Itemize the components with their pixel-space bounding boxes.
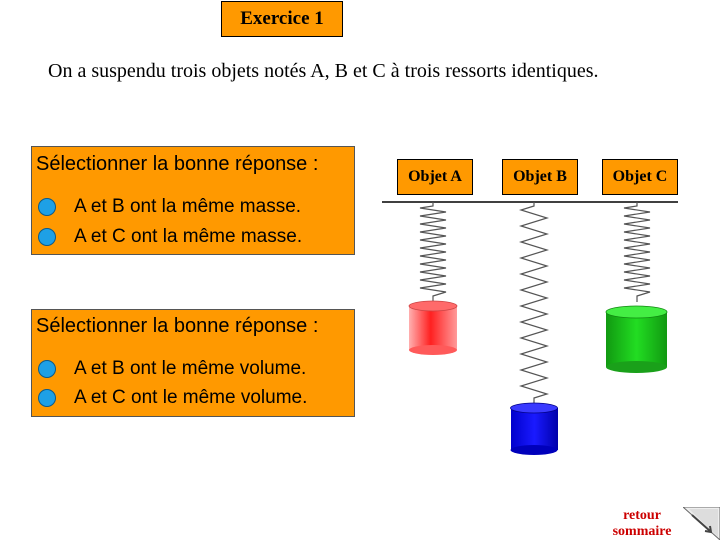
question-1-option-1[interactable] xyxy=(38,196,301,218)
cylinder-c xyxy=(606,306,667,373)
spring-a xyxy=(420,202,446,302)
question-2-option-2[interactable] xyxy=(38,387,307,409)
option-label: A et C ont la même masse. xyxy=(74,226,303,247)
sommaire-label: sommaire xyxy=(612,524,672,539)
option-label: A et B ont le même volume. xyxy=(74,358,307,379)
question-2-prompt: Sélectionner la bonne réponse : xyxy=(36,315,319,337)
object-b-label: Objet B xyxy=(502,159,578,195)
object-a-label: Objet A xyxy=(397,159,473,195)
radio-button-icon[interactable] xyxy=(38,228,56,246)
option-label: A et B ont la même masse. xyxy=(74,196,302,217)
spring-b xyxy=(521,202,547,404)
object-c-label: Objet C xyxy=(602,159,678,195)
retour-sommaire-link[interactable] xyxy=(602,508,682,540)
radio-button-icon[interactable] xyxy=(38,198,56,216)
back-arrow-icon[interactable] xyxy=(683,507,720,540)
question-2-box xyxy=(31,309,355,417)
question-1-box xyxy=(31,146,355,255)
question-1-prompt: Sélectionner la bonne réponse : xyxy=(36,153,319,175)
option-label: A et C ont le même volume. xyxy=(74,387,308,408)
cylinder-b xyxy=(511,403,559,455)
spring-c xyxy=(624,202,650,302)
question-1-option-2[interactable] xyxy=(38,226,302,248)
radio-button-icon[interactable] xyxy=(38,360,56,378)
radio-button-icon[interactable] xyxy=(38,389,56,407)
question-2-option-1[interactable] xyxy=(38,358,306,380)
exercise-title: Exercice 1 xyxy=(221,1,343,37)
cylinder-a xyxy=(409,301,457,355)
retour-label: retour xyxy=(623,508,661,523)
intro-text: On a suspendu trois objets notés A, B et C à trois ressorts identiques. xyxy=(48,60,599,82)
